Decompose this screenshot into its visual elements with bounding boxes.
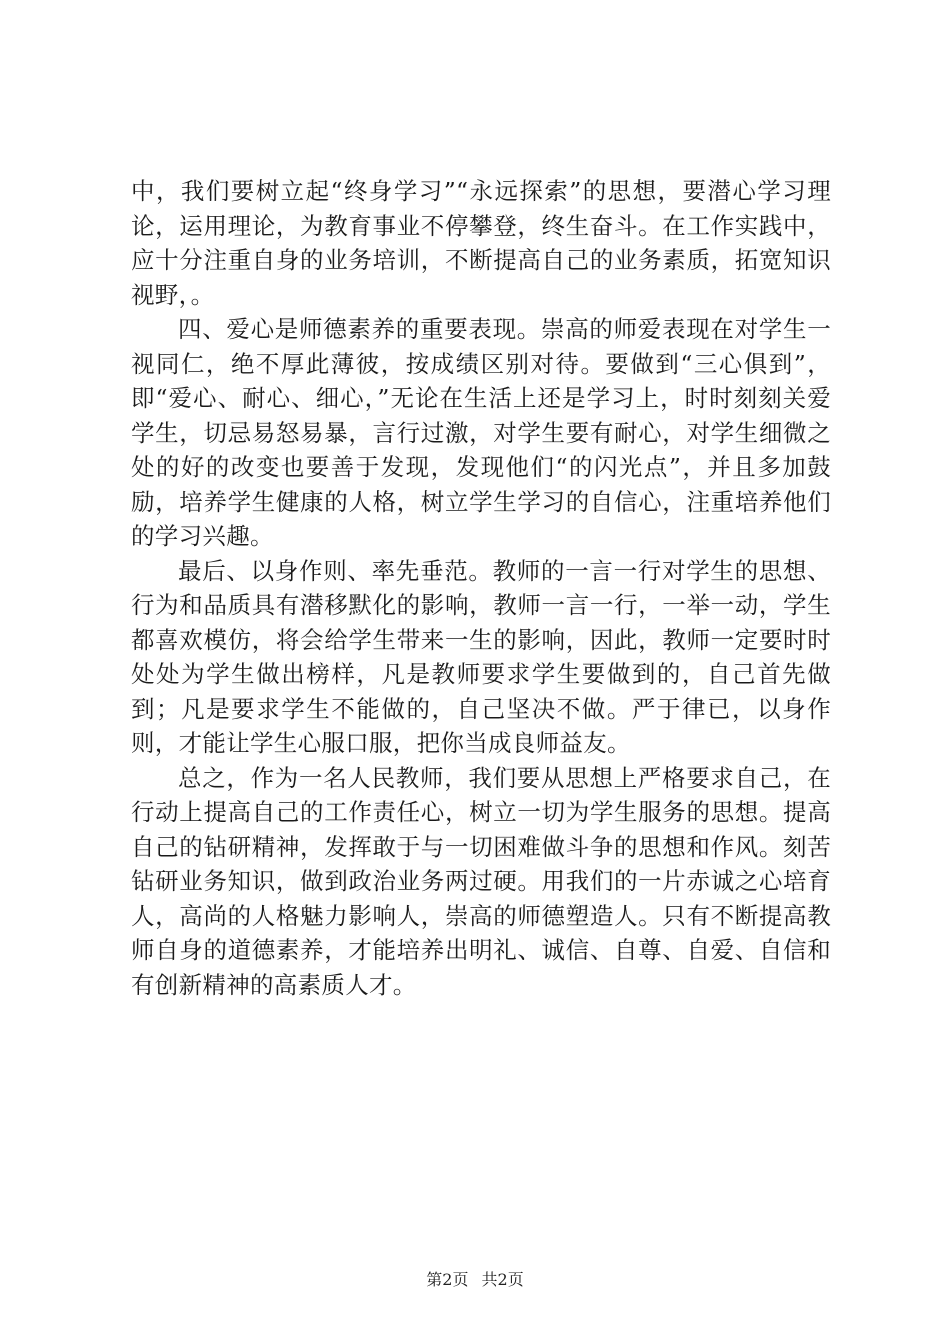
page-total: 共2页	[481, 1270, 524, 1289]
page-footer	[0, 1270, 950, 1290]
paragraph-love: 四、爱心是师德素养的重要表现。崇高的师爱表现在对学生一视同仁，绝不厚此薄彼，按成绩区别对待。要做到“三心俱到”，即“爱心、耐心、细心，”无论在生活上还是学习上，时时刻刻关爱学生，切忌易怒易暴，言行过激，对学生要有耐心，对学生细微之处的好的改变也要善于发现，发现他们“的闪光点”，并且多加鼓励，培养学生健康的人格，树立学生学习的自信心，注重培养他们的学习兴趣。	[131, 315, 831, 550]
paragraph-continuation: 中，我们要树立起“终身学习”“永远探索”的思想，要潜心学习理论，运用理论，为教育事业不停攀登，终生奋斗。在工作实践中，应十分注重自身的业务培训，不断提高自己的业务素质，拓宽知识视野，。	[131, 177, 831, 309]
paragraph-conclusion: 总之，作为一名人民教师，我们要从思想上严格要求自己，在行动上提高自己的工作责任心，树立一切为学生服务的思想。提高自己的钻研精神，发挥敢于与一切困难做斗争的思想和作风。刻苦钻研业务知识，做到政治业务两过硬。用我们的一片赤诚之心培育人，高尚的人格魅力影响人，崇高的师德塑造人。只有不断提高教师自身的道德素养，才能培养出明礼、诚信、自尊、自爱、自信和有创新精神的高素质人才。	[131, 763, 831, 999]
document-body	[131, 174, 831, 1002]
page-number: 第2页	[426, 1270, 469, 1289]
paragraph-example: 最后、以身作则、率先垂范。教师的一言一行对学生的思想、行为和品质具有潜移默化的影响，教师一言一行，一举一动，学生都喜欢模仿，将会给学生带来一生的影响，因此，教师一定要时时处处为学生做出榜样，凡是教师要求学生要做到的，自己首先做到；凡是要求学生不能做的，自己坚决不做。严于律已，以身作则，才能让学生心服口服，把你当成良师益友。	[131, 556, 831, 757]
